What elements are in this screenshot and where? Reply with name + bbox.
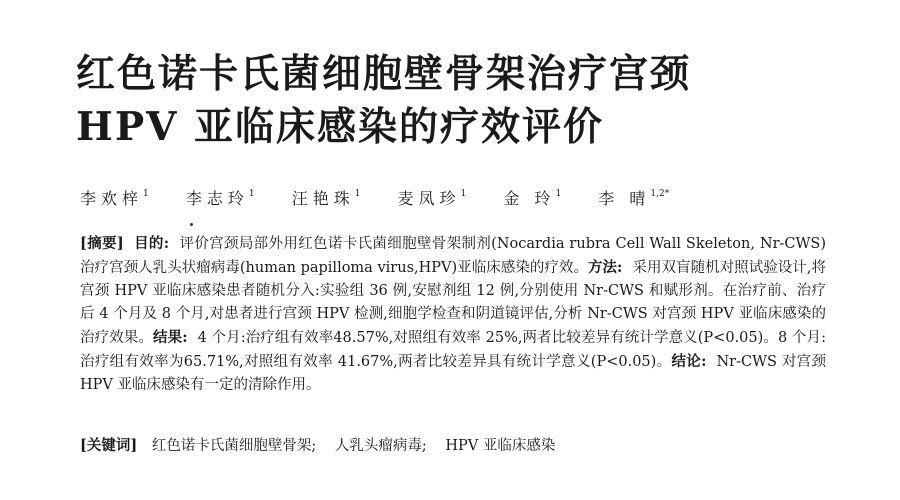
title-line-1: 红色诺卡氏菌细胞壁骨架治疗宫颈 (76, 51, 692, 97)
author-name: 金 玲 (503, 189, 556, 208)
author (292, 186, 361, 209)
author (503, 186, 561, 209)
scan-dot-mark (190, 223, 193, 226)
keyword-item: 红色诺卡氏菌细胞壁骨架; (151, 438, 317, 454)
paper-title (76, 48, 876, 154)
author (186, 186, 255, 209)
author-affiliation: 1 (354, 188, 361, 199)
author-name: 麦凤珍 (397, 189, 461, 208)
author-affiliation: 1 (460, 188, 467, 199)
author (598, 186, 669, 209)
keyword-item: HPV 亚临床感染 (445, 438, 556, 454)
abstract-label: [摘要] (80, 235, 124, 252)
author-name: 李欢梓 (80, 189, 144, 208)
objective-text: 评价宫颈局部外用红色诺卡氏菌细胞壁骨架制剂(Nocardia rubra Cell Wall Skeleton, Nr-CWS)治疗宫颈人乳头状瘤病毒(human papilloma virus,HPV)亚临床感染的疗效。 (80, 236, 826, 276)
author-affiliation: 1 (555, 188, 562, 199)
results-text: 4 个月:治疗组有效率48.57%,对照组有效率 25%,两者比较差异有统计学意义(P<0.05)。8 个月:治疗组有效率为65.71%,对照组有效率 41.67%,两者比较差异具有统计学意义(P<0.05)。 (80, 330, 827, 370)
author (398, 186, 467, 209)
conclusion-heading: 结论: (671, 353, 707, 370)
author-name: 李 晴 (598, 189, 651, 208)
conclusion-text: Nr-CWS 对宫颈 HPV 亚临床感染有一定的清除作用。 (80, 354, 826, 393)
keywords-label: [关键词] (80, 437, 138, 454)
keyword-item: 人乳头瘤病毒; (334, 438, 427, 454)
author-list (80, 186, 840, 209)
author-affiliation: 1 (143, 188, 149, 199)
keywords (80, 434, 826, 458)
author-name: 汪艳珠 (291, 189, 355, 208)
author-affiliation: 1,2* (650, 188, 670, 199)
author-name: 李志玲 (185, 189, 249, 208)
methods-text: 采用双盲随机对照试验设计,将宫颈 HPV 亚临床感染患者随机分入:实验组 36 例,安慰剂组 12 例,分别使用 Nr-CWS 和赋形剂。在治疗前、治疗后 4 个月及 8 个月,对患者进行宫颈 HPV 检测,细胞学检查和阴道镜评估,分析 Nr-CWS 对宫颈 HPV 亚临床感染的治疗效果。 (80, 260, 826, 346)
author (80, 186, 149, 209)
title-line-2: HPV 亚临床感染的疗效评价 (76, 104, 605, 150)
abstract (80, 232, 826, 397)
results-heading: 结果: (153, 329, 188, 346)
objective-heading: 目的: (133, 235, 170, 252)
author-affiliation: 1 (248, 188, 255, 199)
methods-heading: 方法: (587, 259, 623, 276)
